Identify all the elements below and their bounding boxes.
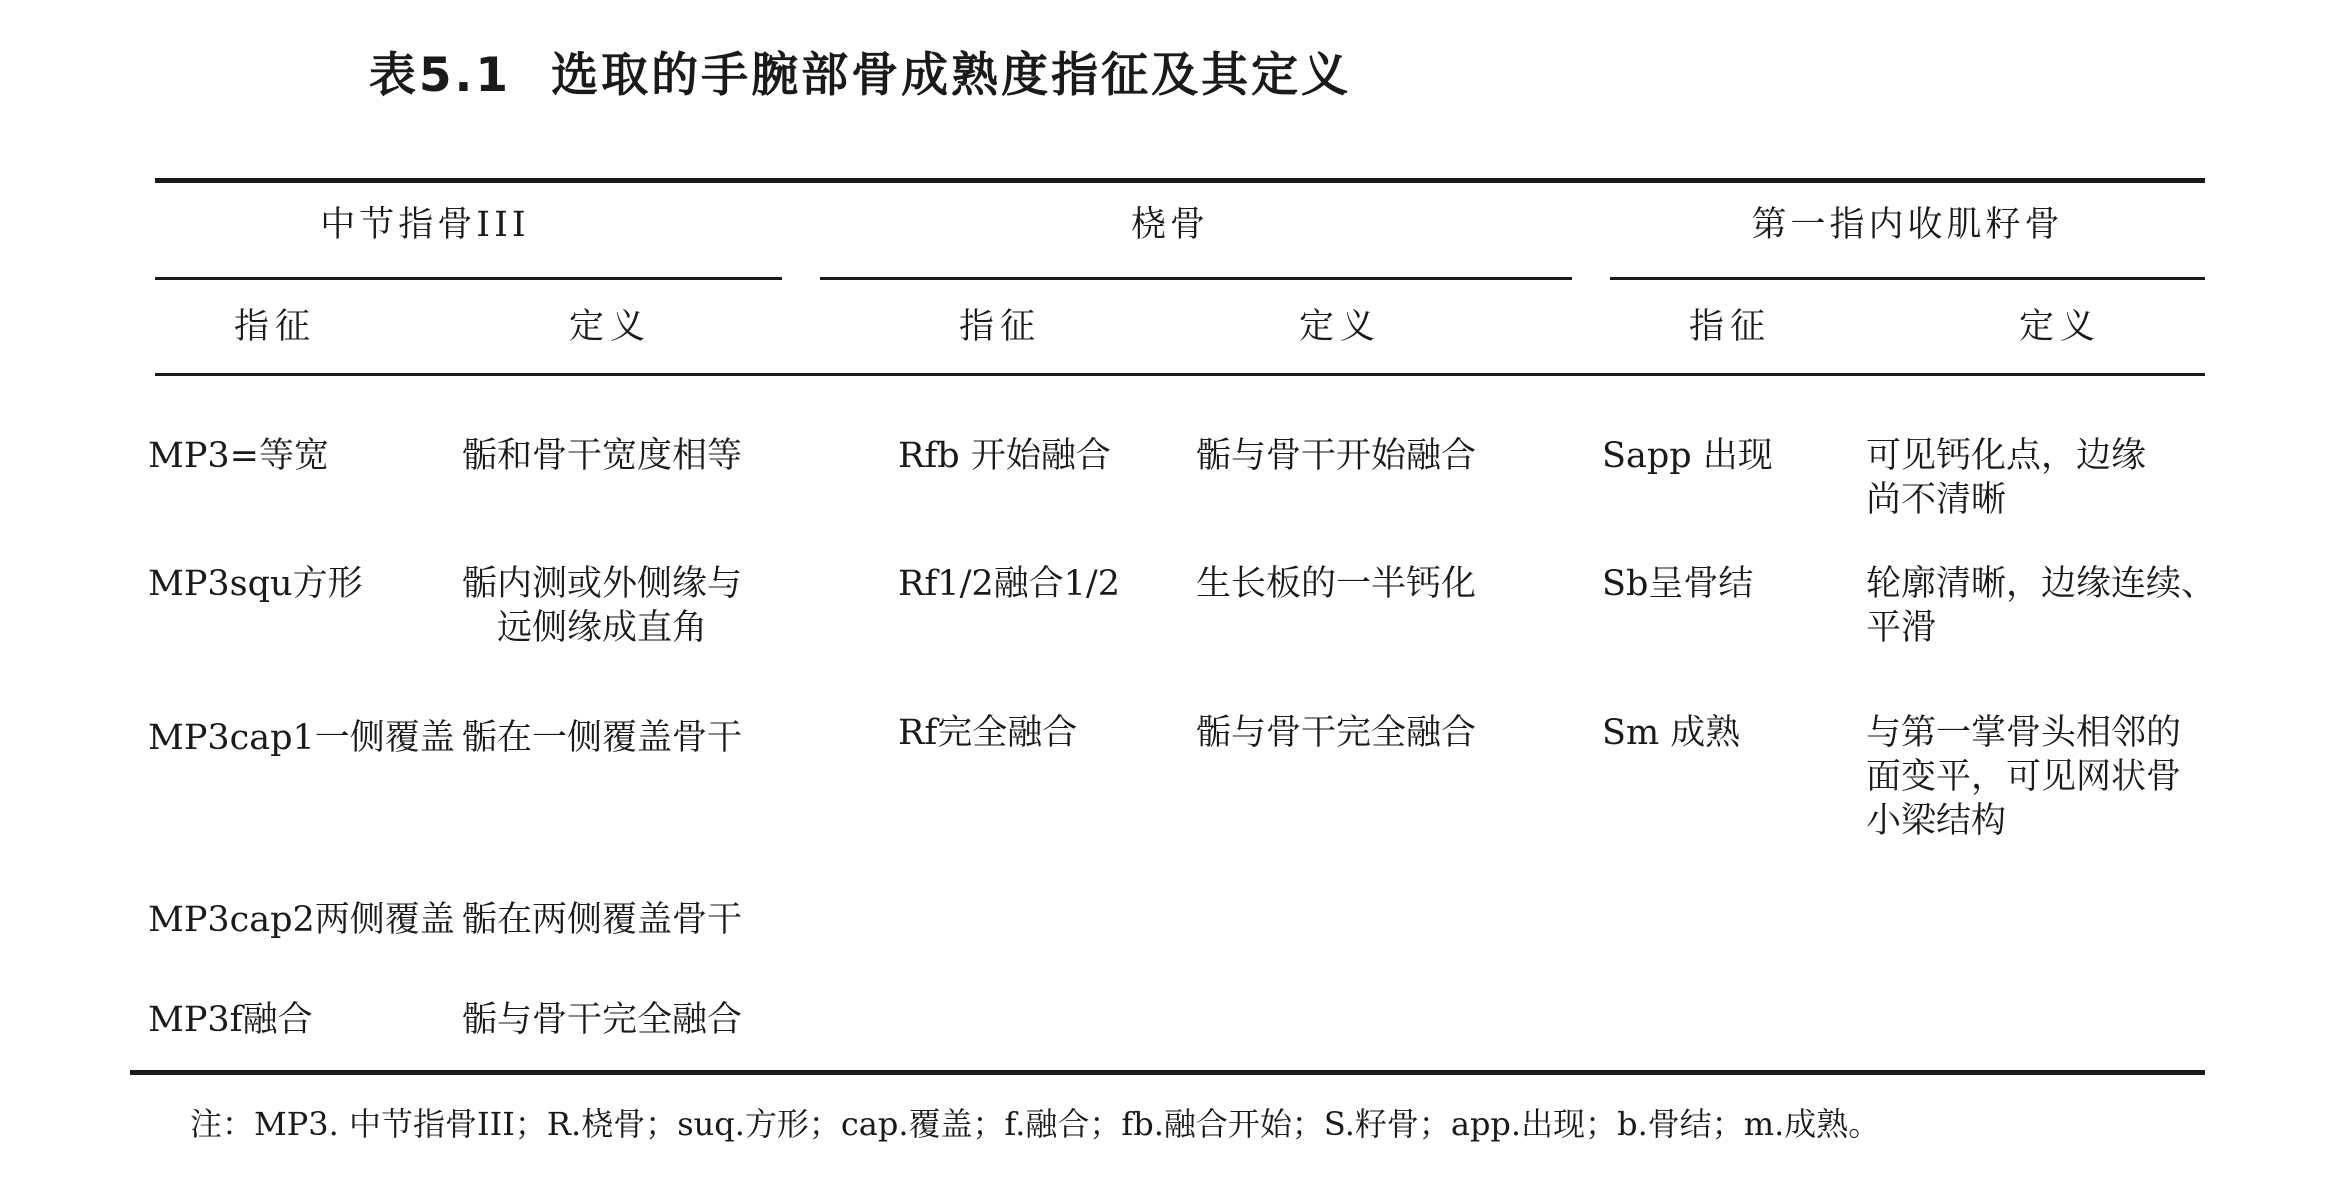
radius-definition-1: 骺与骨干开始融合: [1196, 436, 1477, 476]
mp3-definition-1: 骺和骨干宽度相等: [462, 436, 743, 476]
table-title: [0, 38, 1720, 105]
group-header-sesamoid: 第一指内收肌籽骨: [1751, 205, 2064, 245]
radius-definition-3: 骺与骨干完全融合: [1196, 713, 1477, 753]
mp3-indicator-5: MP3f融合: [148, 1000, 313, 1040]
group-rule-2: [820, 277, 1572, 280]
mp3-indicator-1: MP3=等宽: [148, 436, 329, 476]
table-number: 表5.1: [368, 48, 512, 103]
radius-indicator-1: Rfb 开始融合: [898, 436, 1111, 476]
group-header-radius: 桡骨: [1130, 205, 1209, 245]
sesamoid-indicator-1: Sapp 出现: [1602, 436, 1773, 476]
sesamoid-indicator-3: Sm 成熟: [1602, 713, 1741, 753]
subheader-indicator-1: 指征: [233, 307, 316, 347]
sesamoid-definition-2: 轮廓清晰，边缘连续、 平滑: [1866, 564, 2217, 648]
mp3-definition-2: 骺内测或外侧缘与 远侧缘成直角: [462, 564, 743, 648]
group-header-middle-phalanx: 中节指骨III: [320, 205, 530, 245]
radius-indicator-3: Rf完全融合: [898, 713, 1078, 753]
mp3-definition-5: 骺与骨干完全融合: [462, 1000, 743, 1040]
bottom-rule: [130, 1070, 2205, 1075]
mp3-definition-4: 骺在两侧覆盖骨干: [462, 900, 743, 940]
mp3-indicator-4: MP3cap2两侧覆盖: [148, 900, 455, 940]
mp3-indicator-2: MP3squ方形: [148, 564, 363, 604]
header-rule: [155, 373, 2205, 376]
sesamoid-definition-3: 与第一掌骨头相邻的 面变平，可见网状骨 小梁结构: [1866, 713, 2182, 841]
group-rule-3: [1610, 277, 2205, 280]
mp3-definition-3: 骺在一侧覆盖骨干: [462, 718, 743, 758]
radius-indicator-2: Rf1/2融合1/2: [898, 564, 1120, 604]
mp3-indicator-3: MP3cap1一侧覆盖: [148, 718, 455, 758]
subheader-definition-1: 定义: [568, 307, 651, 347]
subheader-indicator-2: 指征: [958, 307, 1041, 347]
top-rule: [155, 178, 2205, 183]
group-rule-1: [155, 277, 782, 280]
table-title-text: 选取的手腕部骨成熟度指征及其定义: [551, 48, 1352, 103]
subheader-definition-2: 定义: [1298, 307, 1381, 347]
radius-definition-2: 生长板的一半钙化: [1196, 564, 1477, 604]
subheader-indicator-3: 指征: [1688, 307, 1771, 347]
sesamoid-indicator-2: Sb呈骨结: [1602, 564, 1754, 604]
table-footnote: 注：MP3. 中节指骨III；R.桡骨；suq.方形；cap.覆盖；f.融合；fb.融合开始；S.籽骨；app.出现；b.骨结；m.成熟。: [190, 1105, 1881, 1143]
sesamoid-definition-1: 可见钙化点，边缘 尚不清晰: [1866, 436, 2147, 520]
subheader-definition-3: 定义: [2018, 307, 2101, 347]
